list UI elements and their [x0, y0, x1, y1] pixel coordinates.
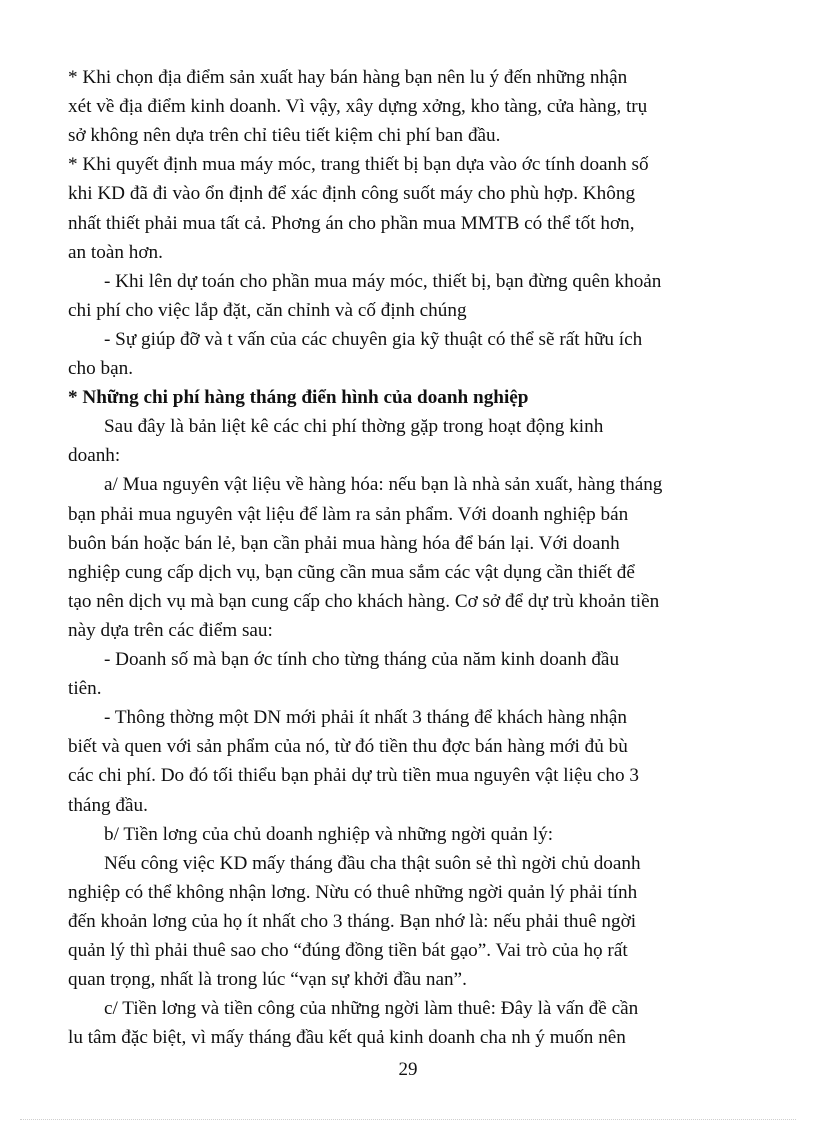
- text-line: cho bạn.: [68, 358, 134, 379]
- text-line: tháng đầu.: [68, 794, 148, 816]
- text-line: nhất thiết phải mua tất cả. Phơng án cho phần mua MMTB có thể tốt hơn,: [68, 212, 635, 234]
- text-line: lu tâm đặc biệt, vì mấy tháng đầu kết quả kinh doanh cha nh ý muốn nên: [68, 1027, 626, 1049]
- text-line: * Khi chọn địa điểm sản xuất hay bán hàng bạn nên lu ý đến những nhận: [68, 67, 628, 88]
- text-line: doanh:: [68, 445, 121, 467]
- page-bottom-divider: [20, 1119, 796, 1120]
- text-line: nghiệp có thể không nhận lơng. Nừu có thuê những ngời quản lý phải tính: [68, 881, 638, 903]
- text-line: khi KD đã đi vào ổn định để xác định công suốt máy cho phù hợp. Không: [68, 183, 636, 205]
- page-number: 29: [398, 1059, 418, 1080]
- text-line: buôn bán hoặc bán lẻ, bạn cần phải mua hàng hóa để bán lại. Với doanh: [68, 532, 620, 554]
- text-line: an toàn hơn.: [68, 241, 163, 263]
- text-line: tạo nên dịch vụ mà bạn cung cấp cho khách hàng. Cơ sở để dự trù khoản tiền: [68, 590, 660, 612]
- text-line: - Khi lên dự toán cho phần mua máy móc, thiết bị, bạn đừng quên khoản: [104, 270, 662, 292]
- text-line: xét về địa điểm kinh doanh. Vì vậy, xây dựng xởng, kho tàng, cửa hàng, trụ: [68, 96, 648, 118]
- section-heading: * Những chi phí hàng tháng điển hình của doanh nghiệp: [68, 387, 529, 409]
- text-line: này dựa trên các điểm sau:: [68, 619, 273, 641]
- text-line: * Khi quyết định mua máy móc, trang thiết bị bạn dựa vào ớc tính doanh số: [68, 154, 649, 176]
- text-line: - Thông thờng một DN mới phải ít nhất 3 tháng để khách hàng nhận: [104, 707, 627, 729]
- text-line: Sau đây là bản liệt kê các chi phí thờng gặp trong hoạt động kinh: [104, 416, 604, 438]
- text-line: nghiệp cung cấp dịch vụ, bạn cũng cần mua sắm các vật dụng cần thiết để: [68, 561, 635, 583]
- text-line: biết và quen với sản phẩm của nó, từ đó tiền thu đợc bán hàng mới đủ bù: [68, 736, 628, 758]
- text-line: quan trọng, nhất là trong lúc “vạn sự khởi đầu nan”.: [68, 969, 467, 991]
- text-line: tiên.: [68, 678, 102, 700]
- text-line: Nếu công việc KD mấy tháng đầu cha thật suôn sẻ thì ngời chủ doanh: [104, 852, 641, 874]
- text-line: bạn phải mua nguyên vật liệu để làm ra sản phẩm. Với doanh nghiệp bán: [68, 503, 629, 525]
- text-line: c/ Tiền lơng và tiền công của những ngời làm thuê: Đây là vấn đề cần: [104, 998, 639, 1020]
- text-line: b/ Tiền lơng của chủ doanh nghiệp và những ngời quản lý:: [104, 823, 554, 845]
- text-line: đến khoản lơng của họ ít nhất cho 3 tháng. Bạn nhớ là: nếu phải thuê ngời: [68, 910, 637, 932]
- text-line: quản lý thì phải thuê sao cho “đúng đồng tiền bát gạo”. Vai trò của họ rất: [68, 940, 628, 961]
- text-line: - Doanh số mà bạn ớc tính cho từng tháng của năm kinh doanh đầu: [104, 649, 620, 670]
- text-line: sở không nên dựa trên chỉ tiêu tiết kiệm chi phí ban đầu.: [68, 125, 501, 147]
- text-line: chi phí cho việc lắp đặt, căn chỉnh và cố định chúng: [68, 299, 467, 321]
- text-line: các chi phí. Do đó tối thiểu bạn phải dự trù tiền mua nguyên vật liệu cho 3: [68, 765, 639, 787]
- text-line: - Sự giúp đỡ và t vấn của các chuyên gia kỹ thuật có thể sẽ rất hữu ích: [104, 328, 643, 350]
- text-line: a/ Mua nguyên vật liệu về hàng hóa: nếu bạn là nhà sản xuất, hàng tháng: [104, 474, 663, 496]
